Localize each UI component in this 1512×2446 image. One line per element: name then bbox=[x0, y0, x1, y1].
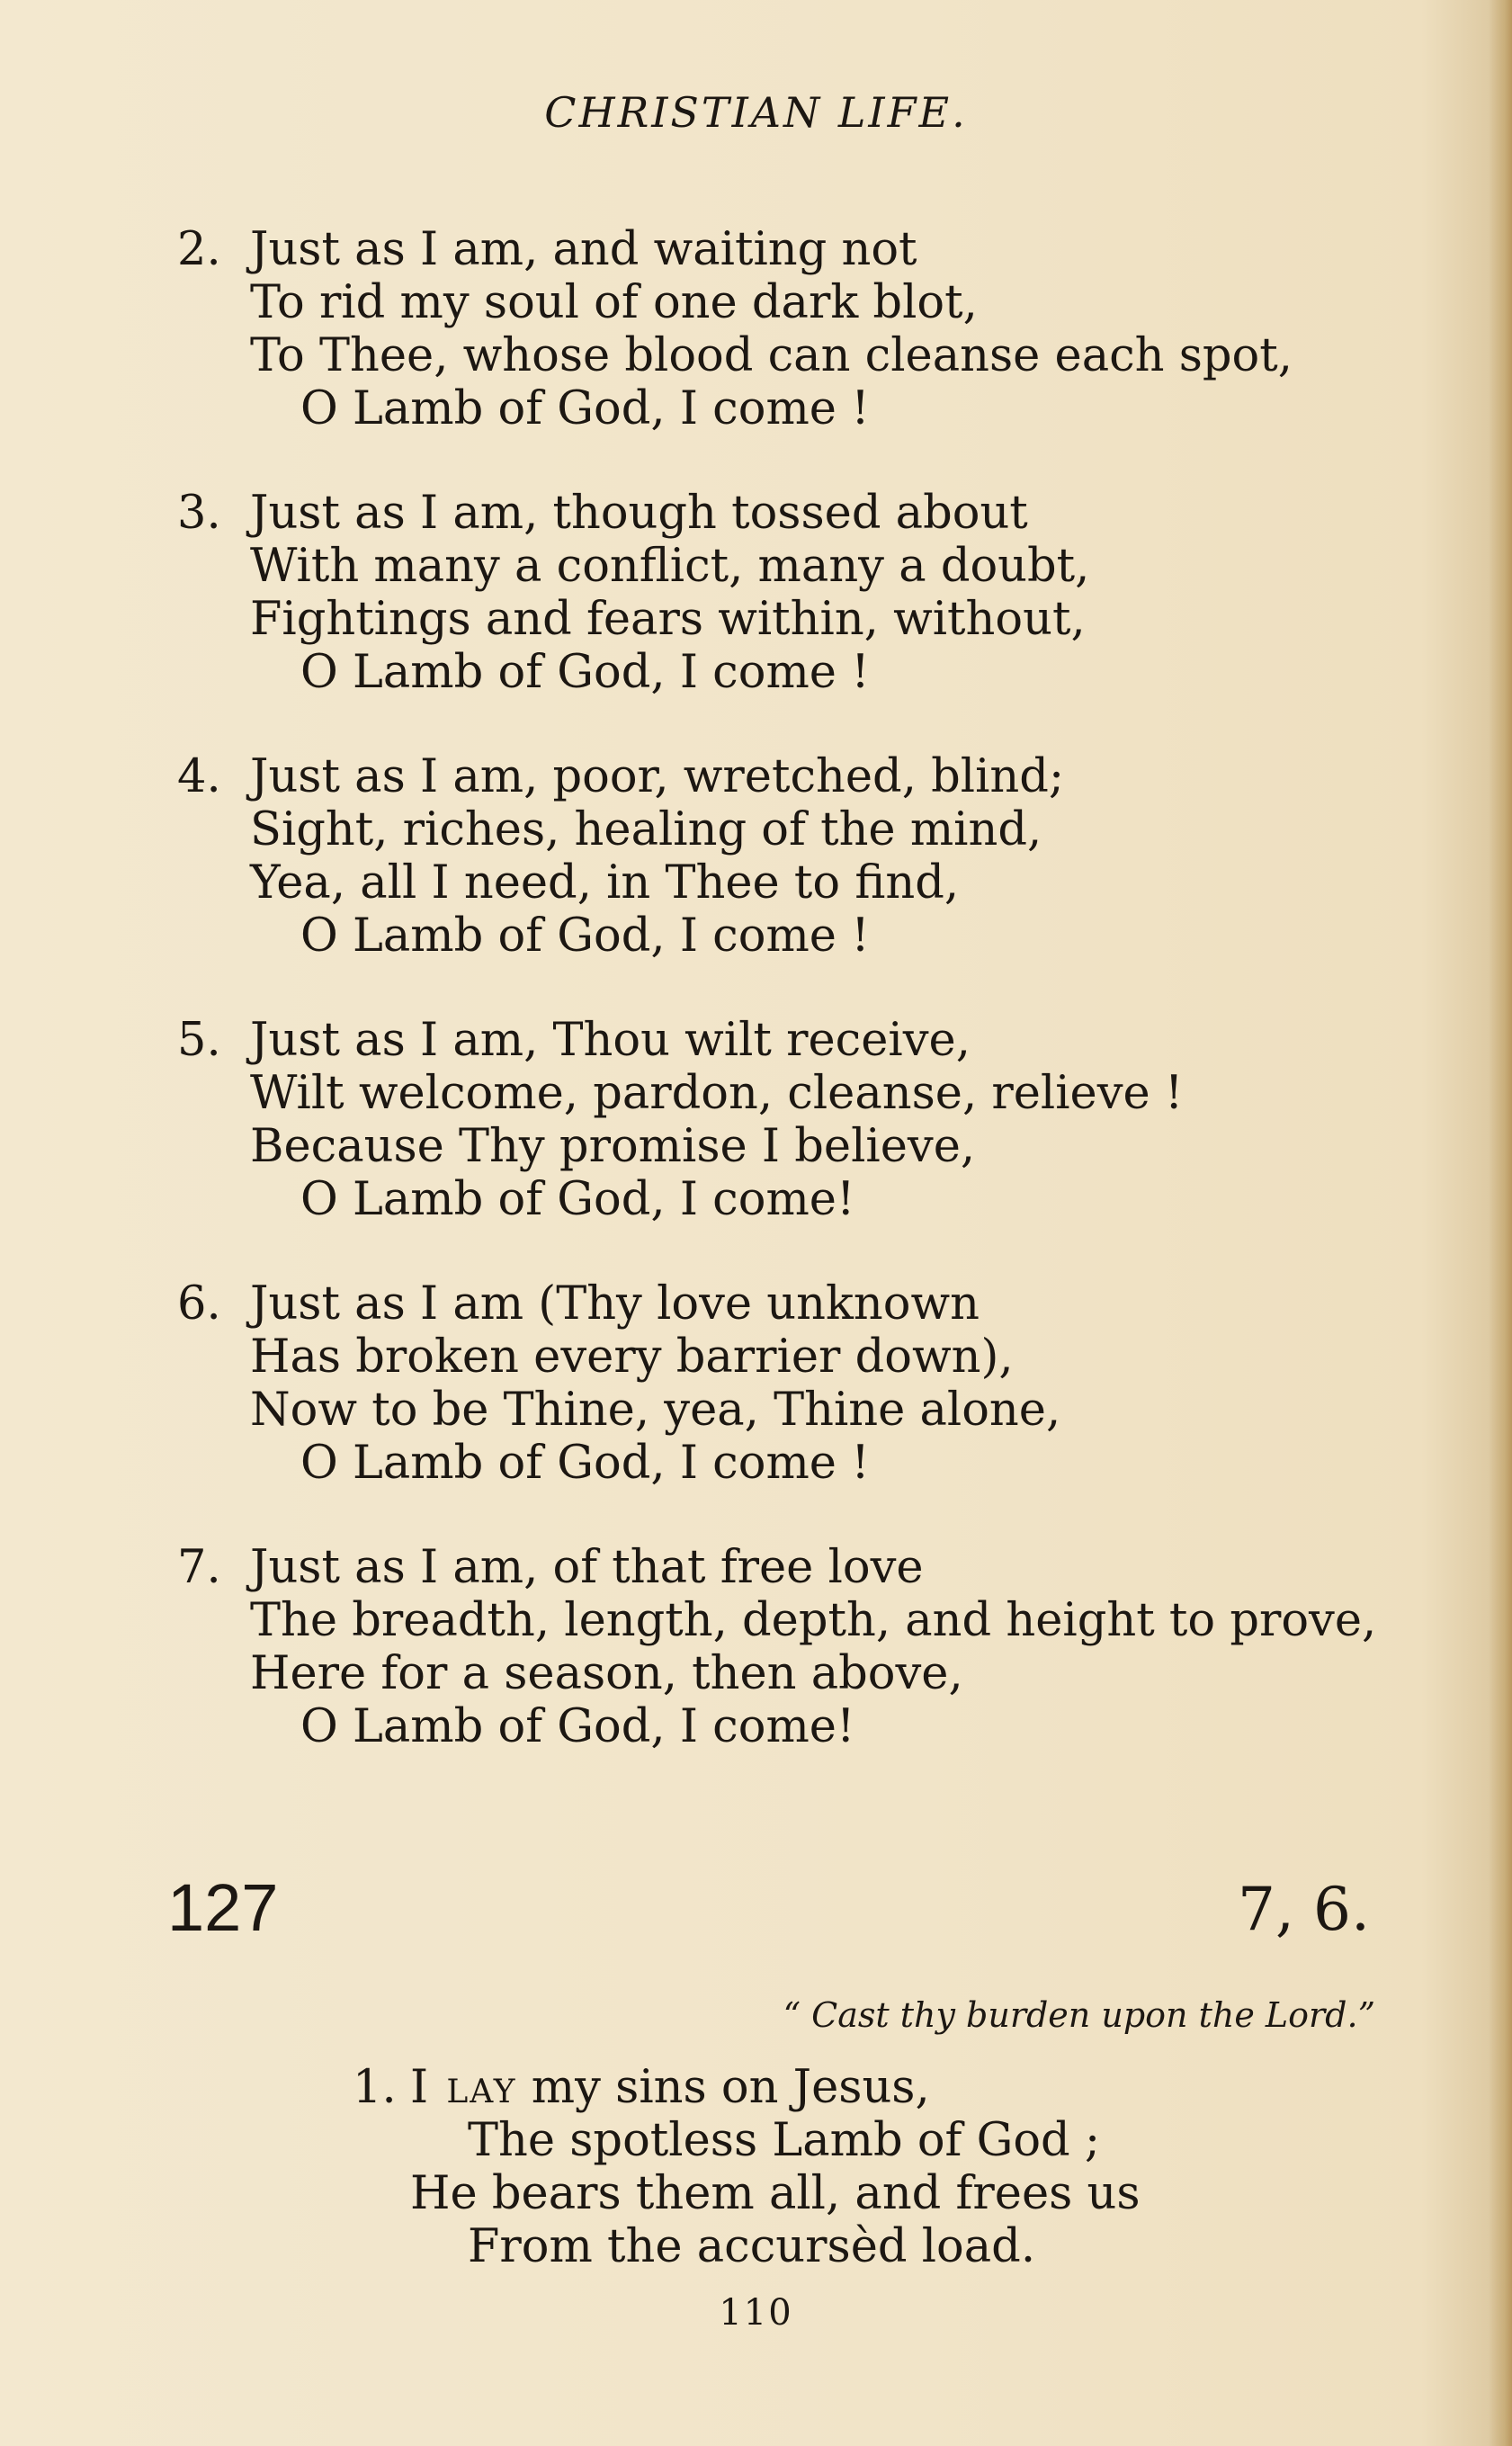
verse-line: Has broken every barrier down), bbox=[250, 1331, 1014, 1384]
verse-line: Just as I am, and waiting not bbox=[250, 223, 917, 276]
verse-line: Wilt welcome, pardon, cleanse, relieve ! bbox=[250, 1067, 1184, 1120]
verse-line: To Thee, whose blood can cleanse each spot, bbox=[250, 329, 1293, 382]
verse-line: From the accursèd load. bbox=[468, 2220, 1036, 2273]
page-number: 110 bbox=[719, 2292, 793, 2334]
verse-number: 7. bbox=[177, 1541, 221, 1594]
verse-line: Now to be Thine, yea, Thine alone, bbox=[250, 1384, 1061, 1437]
verse-refrain: O Lamb of God, I come! bbox=[300, 1173, 855, 1226]
verse-line: Here for a season, then above, bbox=[250, 1647, 963, 1700]
first-line-rest: my sins on Jesus, bbox=[516, 2061, 930, 2114]
verse-5 bbox=[177, 1014, 1184, 1226]
verse-3 bbox=[177, 487, 1090, 699]
verse-number: 2. bbox=[177, 223, 221, 276]
verse-refrain: O Lamb of God, I come ! bbox=[300, 646, 870, 699]
first-words-caps: I lay bbox=[410, 2061, 517, 2114]
verse-number: 3. bbox=[177, 487, 221, 540]
verse-line: He bears them all, and frees us bbox=[410, 2167, 1141, 2220]
verse-line: Fightings and fears within, without, bbox=[250, 593, 1086, 646]
hymn-stanza-1 bbox=[353, 2061, 1141, 2273]
verse-line: Just as I am, of that free love bbox=[250, 1541, 924, 1594]
verse-line: Yea, all I need, in Thee to find, bbox=[250, 856, 960, 909]
verse-7 bbox=[177, 1541, 1377, 1753]
verse-line: The breadth, length, depth, and height to prove, bbox=[250, 1594, 1377, 1647]
verse-line: The spotless Lamb of God ; bbox=[468, 2114, 1101, 2167]
running-header: CHRISTIAN LIFE. bbox=[544, 88, 968, 137]
verse-line: To rid my soul of one dark blot, bbox=[250, 276, 978, 329]
verse-line: Sight, riches, healing of the mind, bbox=[250, 803, 1042, 856]
hymn-number: 127 bbox=[167, 1870, 279, 1945]
verse-line bbox=[410, 2061, 1141, 2114]
verse-line: Just as I am, though tossed about bbox=[250, 487, 1028, 540]
verse-refrain: O Lamb of God, I come ! bbox=[300, 382, 870, 435]
verse-number: 4. bbox=[177, 750, 221, 803]
verse-number: 6. bbox=[177, 1277, 221, 1331]
verse-line: Just as I am, Thou wilt receive, bbox=[250, 1014, 971, 1067]
hymn-epigraph: “ Cast thy burden upon the Lord.” bbox=[783, 1995, 1375, 2035]
verse-2 bbox=[177, 223, 1293, 435]
verse-number: 1. bbox=[353, 2061, 397, 2114]
verse-refrain: O Lamb of God, I come ! bbox=[300, 1437, 870, 1490]
verse-line: Because Thy promise I believe, bbox=[250, 1120, 976, 1173]
verse-refrain: O Lamb of God, I come! bbox=[300, 1700, 855, 1753]
verse-6 bbox=[177, 1277, 1061, 1490]
verse-refrain: O Lamb of God, I come ! bbox=[300, 909, 870, 963]
verse-line: Just as I am (Thy love unknown bbox=[250, 1277, 980, 1331]
verse-line: With many a conflict, many a doubt, bbox=[250, 540, 1090, 593]
page-edge bbox=[1489, 0, 1512, 2446]
hymn-meter: 7, 6. bbox=[1238, 1875, 1370, 1944]
verse-line: Just as I am, poor, wretched, blind; bbox=[250, 750, 1065, 803]
verse-number: 5. bbox=[177, 1014, 221, 1067]
verse-4 bbox=[177, 750, 1065, 963]
